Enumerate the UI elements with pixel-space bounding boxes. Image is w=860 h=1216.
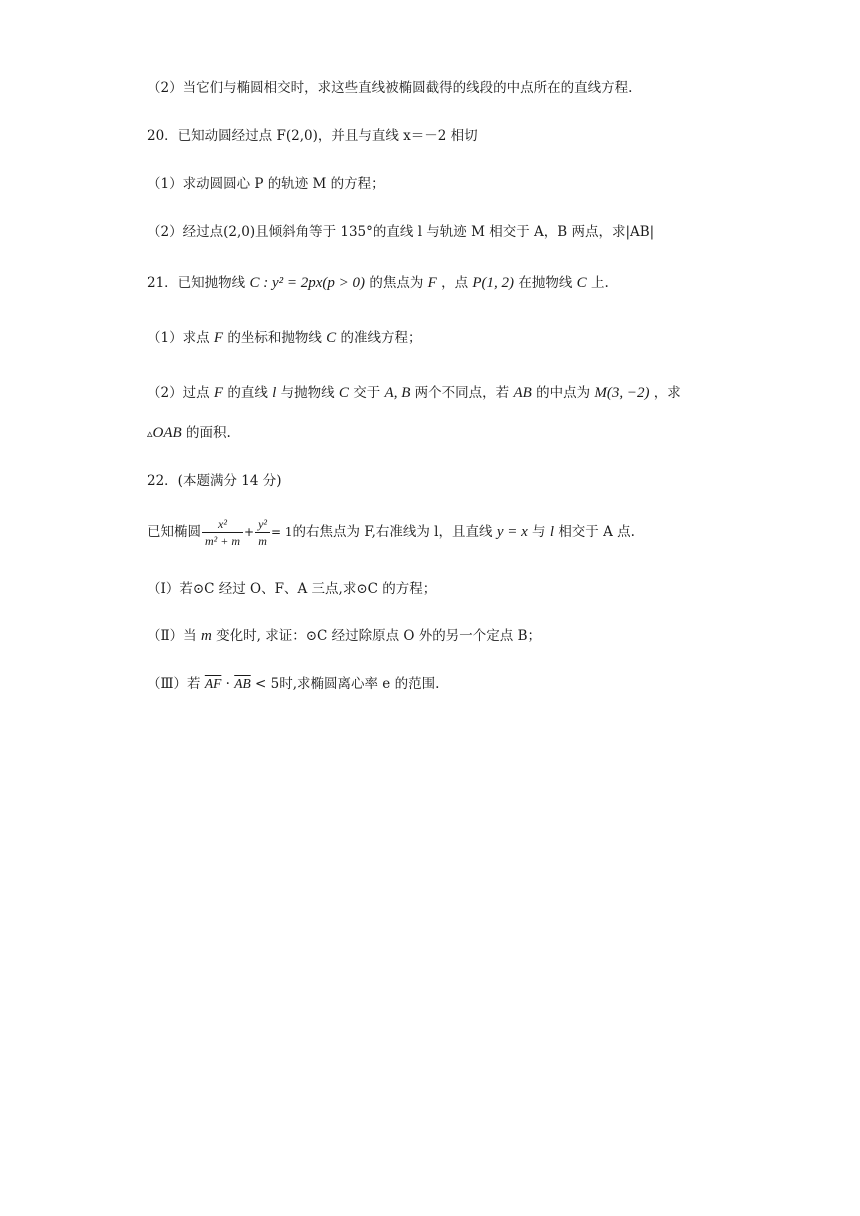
problem-21-stem: [147, 273, 609, 293]
fraction-denominator: m² + m: [205, 534, 241, 548]
fraction: [255, 517, 270, 548]
text: 的中点为: [536, 385, 591, 401]
text: 与: [532, 524, 546, 540]
problem-20-part-2: [147, 222, 654, 242]
math-points: A, B: [384, 385, 411, 401]
math-symbol: C: [326, 330, 337, 346]
math-inequality: < 5: [255, 676, 280, 692]
math-point: M(3, −2): [594, 385, 650, 401]
math-triangle: OAB: [152, 425, 182, 441]
text: 两个不同点，若: [414, 385, 510, 401]
text: 上.: [590, 275, 609, 291]
math-operator: +: [244, 525, 255, 539]
text: 的坐标和抛物线: [227, 330, 322, 346]
fraction-denominator: m: [258, 534, 267, 548]
problem-21-part-2: [147, 383, 681, 403]
math-symbol: F: [427, 275, 437, 291]
triangle-icon: ▵: [147, 427, 153, 440]
text: 相交于 A 点.: [558, 524, 635, 540]
text: 的准线方程；: [340, 330, 422, 346]
text: （2）过点: [147, 385, 210, 401]
text: （Ⅲ）若: [147, 676, 201, 692]
math-symbol: m: [200, 628, 212, 644]
math-equals: = 1: [271, 525, 293, 539]
text: 在抛物线: [518, 275, 573, 291]
text: （Ⅱ）当: [147, 628, 197, 644]
text: 的右焦点为 F,右准线为 l，且直线: [292, 524, 493, 540]
problem-22-part-3: [147, 674, 439, 694]
math-symbol: F: [213, 330, 224, 346]
problem-21-part-1: [147, 328, 421, 348]
problem-22-header: [147, 471, 281, 491]
fraction-numerator: x²: [202, 517, 243, 533]
text: （Ⅰ）若⊙C 经过 O、F、A 三点,求⊙C 的方程；: [147, 581, 437, 597]
text: （2）经过点(2,0)且倾斜角等于 135°的直线 l 与轨迹 M 相交于 A，B 两点，求|AB|: [147, 224, 655, 240]
problem-22-stem: [147, 514, 635, 550]
fraction-numerator: y²: [255, 517, 270, 533]
problem-22-part-2: [147, 626, 541, 646]
text: 已知椭圆: [147, 524, 201, 540]
text: 时,求椭圆离心率 e 的范围.: [279, 676, 440, 692]
vector-ab: $\overline{AB}$: [234, 676, 251, 691]
math-dot: ·: [225, 676, 230, 692]
text: 交于: [353, 385, 381, 401]
text: ，点: [441, 275, 469, 291]
text: 的焦点为: [369, 275, 424, 291]
math-parabola-equation: C : y² = 2px(p > 0): [249, 275, 366, 291]
text: （1）求动圆圆心 P 的轨迹 M 的方程；: [147, 176, 385, 192]
fraction: [202, 517, 243, 548]
text: 21．已知抛物线: [147, 275, 246, 291]
text: （2）当它们与椭圆相交时，求这些直线被椭圆截得的线段的中点所在的直线方程.: [147, 80, 633, 96]
math-segment: AB: [513, 385, 532, 401]
problem-19-part-2: [147, 78, 632, 98]
vector-af: $\overline{AF}$: [204, 676, 222, 691]
text: （1）求点: [147, 330, 210, 346]
text: 22．(本题满分 14 分): [147, 473, 282, 489]
math-symbol: l: [549, 524, 555, 540]
problem-20-part-1: [147, 174, 385, 194]
text: 的面积.: [186, 425, 231, 441]
math-symbol: F: [213, 385, 224, 401]
math-symbol: l: [272, 385, 277, 401]
text: ，求: [653, 385, 681, 401]
text: 20．已知动圆经过点 F(2,0)，并且与直线 x＝－2 相切: [147, 128, 478, 144]
math-symbol: C: [576, 275, 587, 291]
problem-20-stem: [147, 126, 478, 146]
text: 的直线: [227, 385, 268, 401]
text: 与抛物线: [280, 385, 335, 401]
problem-22-part-1: [147, 579, 436, 599]
math-symbol: C: [338, 385, 349, 401]
text: 变化时, 求证：⊙C 经过除原点 O 外的另一个定点 B；: [216, 628, 542, 644]
math-point: P(1, 2): [472, 275, 515, 291]
math-line: y = x: [496, 524, 528, 540]
problem-21-part-2-cont: [147, 423, 231, 444]
